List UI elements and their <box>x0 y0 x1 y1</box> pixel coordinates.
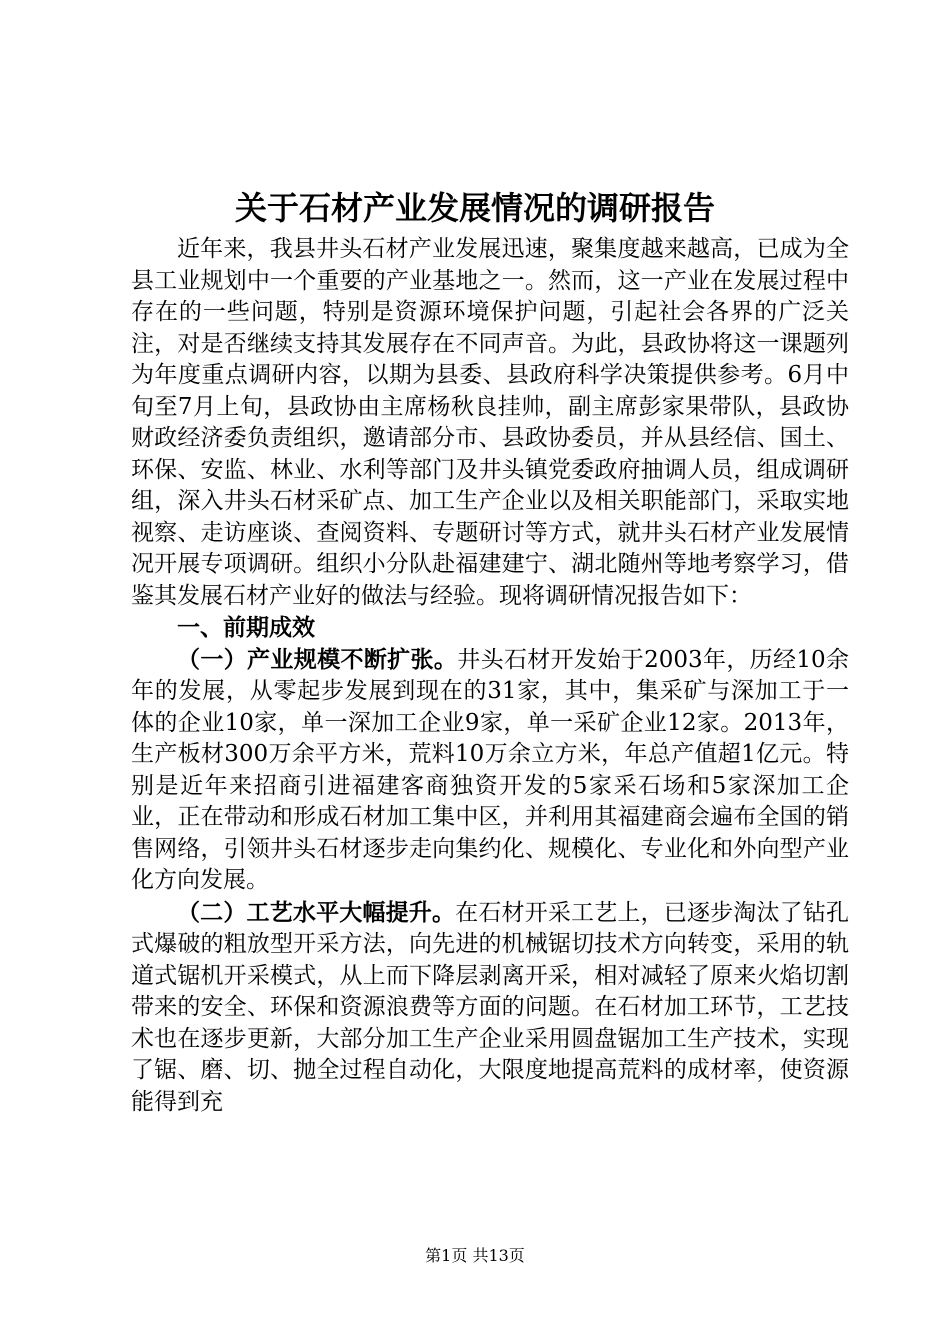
subsection-paragraph-2 <box>131 897 849 1119</box>
subsection-paragraph-1 <box>131 644 849 897</box>
subsection-heading-2: （二）工艺水平大幅提升。 <box>177 898 456 926</box>
subsection-text-2: 在石材开采工艺上，已逐步淘汰了钻孔式爆破的粗放型开采方法，向先进的机械锯切技术方向转变，采用的轨道式锯机开采模式，从上而下降层剥离开采，相对减轻了原来火焰切割带来的安全、环保和资源浪费等方面的问题。在石材加工环节，工艺技术也在逐步更新，大部分加工生产企业采用圆盘锯加工生产技术，实现了锯、磨、切、抛全过程自动化，大限度地提高荒料的成材率，使资源能得到充 <box>131 899 850 1115</box>
page-indicator: 第1页 共13页 <box>425 1246 525 1265</box>
intro-paragraph: 近年来，我县井头石材产业发展迅速，聚集度越来越高，已成为全县工业规划中一个重要的产业基地之一。然而，这一产业在发展过程中存在的一些问题，特别是资源环境保护问题，引起社会各界的广泛关注，对是否继续支持其发展存在不同声音。为此，县政协将这一课题列为年度重点调研内容，以期为县委、县政府科学决策提供参考。6月中旬至7月上旬，县政协由主席杨秋良挂帅，副主席彭家果带队，县政协财政经济委负责组织，邀请部分市、县政协委员，并从县经信、国土、环保、安监、林业、水利等部门及井头镇党委政府抽调人员，组成调研组，深入井头石材采矿点、加工生产企业以及相关职能部门，采取实地视察、走访座谈、查阅资料、专题研讨等方式，就井头石材产业发展情况开展专项调研。组织小分队赴福建建宁、湖北随州等地考察学习，借鉴其发展石材产业好的做法与经验。现将调研情况报告如下： <box>131 236 849 609</box>
subsection-text-1: 井头石材开发始于2003年，历经10余年的发展，从零起步发展到现在的31家，其中，集采矿与深加工于一体的企业10家，单一深加工企业9家，单一采矿企业12家。2013年，生产板材300万余平方米，荒料10万余立方米，年总产值超1亿元。特别是近年来招商引进福建客商独资开发的5家采石场和5家深加工企业，正在带动和形成石材加工集中区，并利用其福建商会遍布全国的销售网络，引领井头石材逐步走向集约化、规模化、专业化和外向型产业化方向发展。 <box>131 646 849 893</box>
document-body <box>131 234 849 1118</box>
document-title: 关于石材产业发展情况的调研报告 <box>234 189 715 227</box>
subsection-heading-1: （一）产业规模不断扩张。 <box>177 645 458 673</box>
section-heading-1: 一、前期成效 <box>177 614 315 641</box>
